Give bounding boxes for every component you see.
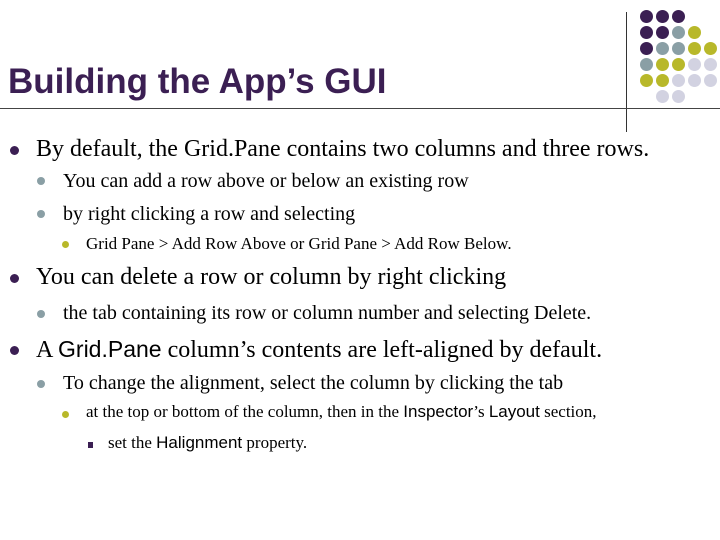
- decor-dot: [656, 74, 669, 87]
- vertical-divider: [626, 12, 627, 132]
- dot-grid-icon: [634, 8, 720, 118]
- decor-dot: [672, 74, 685, 87]
- bullet-icon: [62, 241, 69, 248]
- decor-dot: [688, 58, 701, 71]
- bullet-icon: [62, 411, 69, 418]
- bullet-icon: [10, 274, 19, 283]
- bullet-icon: [10, 346, 19, 355]
- slide-title: Building the App’s GUI: [8, 62, 387, 101]
- bullet-text: A Grid.Pane column’s contents are left-aligned by default.: [36, 336, 603, 363]
- decor-dot: [688, 42, 701, 55]
- decor-dot: [656, 26, 669, 39]
- decor-dot: [704, 74, 717, 87]
- decor-dot: [672, 58, 685, 71]
- bullet-text: To change the alignment, select the column by clicking the tab: [63, 372, 564, 394]
- bullet-text: by right clicking a row and selecting: [63, 203, 356, 225]
- decor-dot: [688, 74, 701, 87]
- decor-dot: [672, 42, 685, 55]
- decor-dot: [672, 10, 685, 23]
- decor-dot: [640, 58, 653, 71]
- bullet-text: You can delete a row or column by right clicking: [36, 264, 507, 290]
- bullet-icon: [37, 310, 45, 318]
- bullet-text: Grid Pane > Add Row Above or Grid Pane > Add Row Below.: [86, 234, 512, 253]
- bullet-text: By default, the Grid.Pane contains two columns and three rows.: [36, 136, 650, 162]
- decor-dot: [704, 58, 717, 71]
- decor-dot: [656, 10, 669, 23]
- bullet-icon: [37, 177, 45, 185]
- bullet-icon: [37, 210, 45, 218]
- horizontal-divider: [0, 108, 720, 109]
- bullet-icon: [88, 442, 93, 448]
- decor-dot: [656, 90, 669, 103]
- bullet-text: at the top or bottom of the column, then in the Inspector’s Layout section,: [86, 402, 597, 421]
- bullet-icon: [10, 146, 19, 155]
- decor-dot: [640, 42, 653, 55]
- decor-dot: [640, 10, 653, 23]
- decor-dot: [640, 26, 653, 39]
- decor-dot: [672, 26, 685, 39]
- bullet-icon: [37, 380, 45, 388]
- decor-dot: [656, 58, 669, 71]
- decor-dot: [672, 90, 685, 103]
- bullet-text: set the Halignment property.: [108, 433, 308, 452]
- bullet-text: You can add a row above or below an existing row: [63, 170, 469, 192]
- decor-dot: [688, 26, 701, 39]
- decor-dot: [704, 42, 717, 55]
- decor-dot: [640, 74, 653, 87]
- bullet-text: the tab containing its row or column number and selecting Delete.: [63, 302, 592, 324]
- decor-dot: [656, 42, 669, 55]
